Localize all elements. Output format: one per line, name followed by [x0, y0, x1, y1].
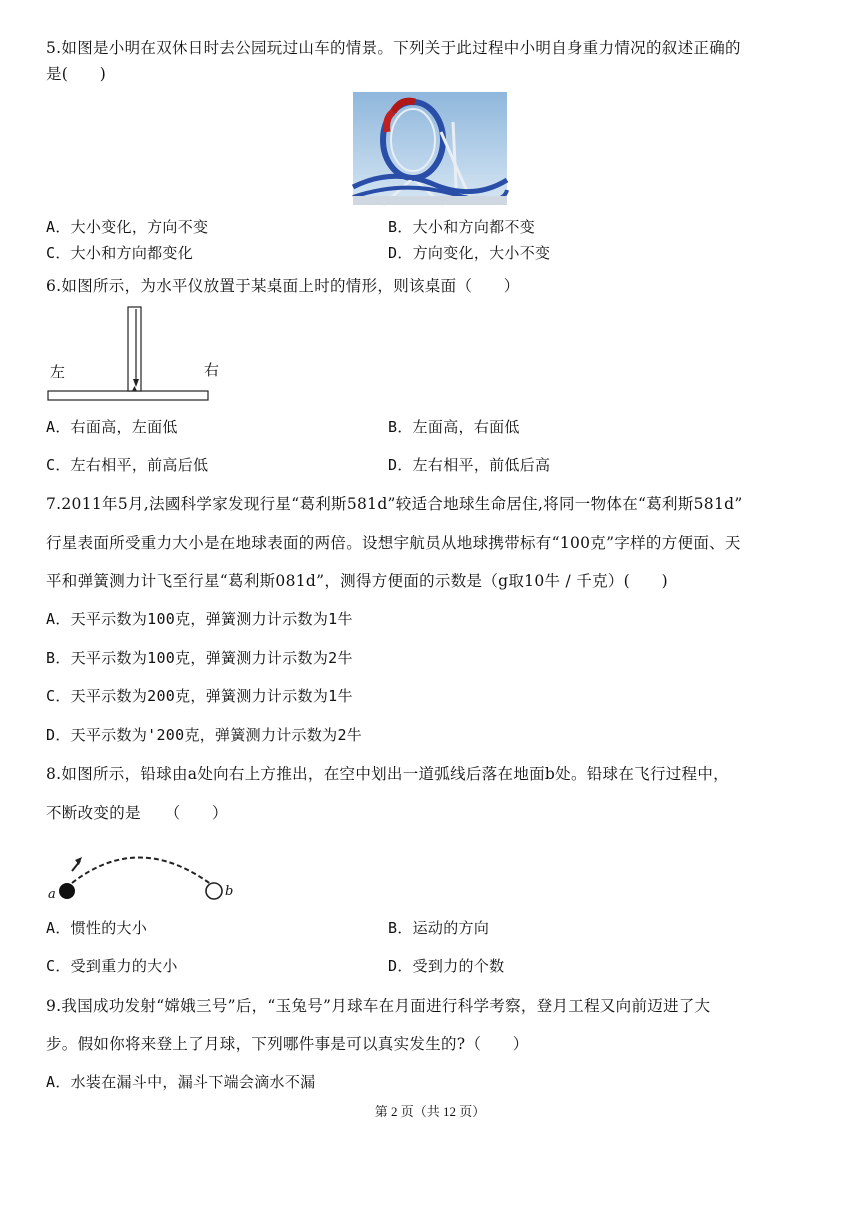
q5-option-a: A．大小变化，方向不变 [46, 218, 209, 236]
q6-option-b: B．左面高，右面低 [388, 418, 520, 436]
fig-label-right: 右 [204, 361, 220, 379]
q8-option-b: B．运动的方向 [388, 919, 490, 937]
q5-stem-line1: 5.如图是小明在双休日时去公园玩过山车的情景。下列关于此过程中小明自身重力情况的叙述正确的 [46, 39, 741, 57]
q5-option-d: D．方向变化，大小不变 [388, 244, 551, 262]
level-gauge-figure [44, 305, 220, 405]
q6-option-d: D．左右相平，前低后高 [388, 456, 551, 474]
q6-option-a: A．右面高，左面低 [46, 418, 178, 436]
q7-stem-line2: 行星表面所受重力大小是在地球表面的两倍。设想宇航员从地球携带标有“100克”字样的方便面、天 [46, 534, 741, 552]
q7-option-a: A．天平示数为100克，弹簧测力计示数为1牛 [46, 610, 353, 628]
q8-stem-line2: 不断改变的是 （ ） [46, 804, 228, 822]
q9-option-a: A．水装在漏斗中，漏斗下端会滴水不漏 [46, 1073, 316, 1091]
q9-stem-line2: 步。假如你将来登上了月球，下列哪件事是可以真实发生的?（ ） [46, 1035, 529, 1053]
q7-option-b: B．天平示数为100克，弹簧测力计示数为2牛 [46, 649, 353, 667]
q8-option-a: A．惯性的大小 [46, 919, 148, 937]
q9-stem-line1: 9.我国成功发射“嫦娥三号”后，“玉兔号”月球车在月面进行科学考察，登月工程又向前迈进了大 [46, 997, 711, 1015]
q7-option-c: C．天平示数为200克，弹簧测力计示数为1牛 [46, 687, 353, 705]
fig-label-b: b [225, 884, 234, 899]
q6-option-c: C．左右相平，前高后低 [46, 456, 209, 474]
q7-stem-line1: 7.2011年5月,法國科学家发现行星“葛利斯581d”较适合地球生命居住,将同一物体在“葛利斯581d” [46, 495, 743, 513]
q8-option-c: C．受到重力的大小 [46, 957, 178, 975]
q8-stem-line1: 8.如图所示，铅球由a处向右上方推出，在空中划出一道弧线后落在地面b处。铅球在飞行过程中， [46, 765, 729, 783]
rollercoaster-photo [353, 92, 507, 205]
q5-stem-line2: 是( ) [46, 65, 107, 83]
q7-option-d: D．天平示数为'200克，弹簧测力计示数为2牛 [46, 726, 363, 744]
q5-option-b: B．大小和方向都不变 [388, 218, 536, 236]
q6-stem: 6.如图所示，为水平仪放置于某桌面上时的情形，则该桌面（ ） [46, 277, 520, 295]
page-footer: 第 2 页（共 12 页） [374, 1104, 486, 1119]
shotput-trajectory-figure [44, 845, 244, 905]
fig-label-left: 左 [50, 363, 66, 381]
q5-option-c: C．大小和方向都变化 [46, 244, 194, 262]
q7-stem-line3: 平和弹簧测力计飞至行星“葛利斯081d”，测得方便面的示数是（g取10牛 / 千克）( ) [46, 572, 668, 590]
q8-option-d: D．受到力的个数 [388, 957, 505, 975]
fig-label-a: a [48, 887, 56, 902]
